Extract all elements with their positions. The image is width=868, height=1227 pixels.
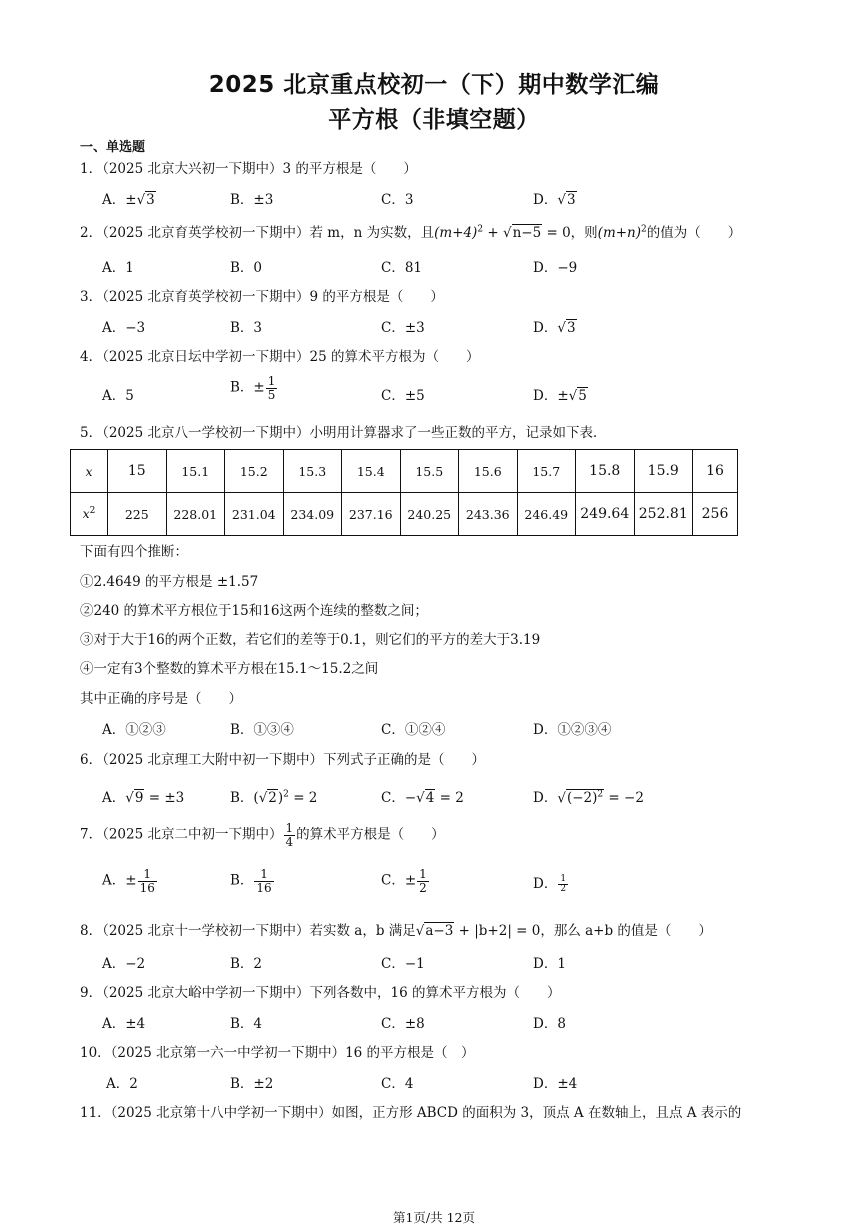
table-cell: 249.64 (576, 493, 635, 536)
q6-option-a: A．√9 = ±3 (102, 790, 185, 806)
table-cell: 15.2 (225, 450, 284, 493)
question-2: 2．（2025 北京育英学校初一下期中）若 m，n 为实数，且$(m+4)^2 + √n-5 = 0$，则$(m+n)^2$的值为（ ） (80, 224, 742, 241)
question-7: 7．（2025 北京二中初一下期中） $\frac{1}{4}$ 的算术平方根是（ ） (80, 821, 445, 849)
table-cell: 231.04 (225, 493, 284, 536)
table-cell: 16 (693, 450, 738, 493)
q4-option-c: C．±5 (381, 388, 425, 404)
page-title: 2025 北京重点校初一（下）期中数学汇编 (208, 72, 660, 98)
q3-option-c: C．±3 (381, 320, 425, 336)
q6-option-d: D．$√(-2)^2 = -2$ (533, 789, 644, 806)
q9-option-b: B．4 (230, 1016, 263, 1032)
table-header-x: x (71, 450, 108, 493)
q7-option-c: C．± $\frac{1}{2}$ (381, 867, 427, 895)
table-cell: 237.16 (342, 493, 401, 536)
table-cell: 15 (108, 450, 167, 493)
q8-option-d: D．1 (533, 956, 566, 972)
table-cell: 15.3 (283, 450, 342, 493)
q7-option-b: B． $\frac{1}{16}$ (230, 867, 272, 895)
question-6: 6．（2025 北京理工大附中初一下期中）下列式子正确的是（ ） (80, 752, 485, 768)
question-3: 3．（2025 北京育英学校初一下期中）9 的平方根是（ ） (80, 289, 444, 305)
table-cell: 15.1 (166, 450, 225, 493)
table-cell: 252.81 (634, 493, 693, 536)
q5-statement-2: ②240 的算术平方根位于15和16这两个连续的整数之间； (80, 603, 428, 619)
table-cell: 234.09 (283, 493, 342, 536)
squares-table (70, 449, 738, 536)
question-10: 10．（2025 北京第一六一中学初一下期中）16 的平方根是（ ） (80, 1045, 475, 1061)
q3-option-b: B．3 (230, 320, 263, 336)
question-9: 9．（2025 北京大峪中学初一下期中）下列各数中，16 的算术平方根为（ ） (80, 985, 561, 1001)
q3-option-a: A．−3 (102, 320, 146, 336)
question-5: 5．（2025 北京八一学校初一下期中）小明用计算器求了一些正数的平方，记录如下表． (80, 425, 607, 441)
q8-option-b: B．2 (230, 956, 263, 972)
q9-option-a: A．±4 (102, 1016, 146, 1032)
table-cell: 15.4 (342, 450, 401, 493)
q10-option-b: B．±2 (230, 1076, 274, 1092)
table-row-x (71, 450, 738, 493)
q5-intro: 下面有四个推断： (80, 544, 188, 560)
table-cell: 243.36 (459, 493, 518, 536)
q2-option-b: B．0 (230, 260, 263, 276)
table-cell: 15.8 (576, 450, 635, 493)
q10-option-d: D．±4 (533, 1076, 578, 1092)
q5-option-b: B．①③④ (230, 722, 294, 738)
table-cell: 256 (693, 493, 738, 536)
q3-option-d: D．√3 (533, 320, 576, 336)
q4-option-a: A．5 (102, 388, 134, 404)
q4-option-d: D．±√5 (533, 388, 587, 404)
q1-option-c: C．3 (381, 192, 414, 208)
q5-question: 其中正确的序号是（ ） (80, 691, 242, 707)
table-cell: 15.7 (517, 450, 576, 493)
question-11: 11．（2025 北京第十八中学初一下期中）如图，正方形 ABCD 的面积为 3，顶点 A 在数轴上，且点 A 表示的 (80, 1105, 742, 1121)
q2-option-d: D．−9 (533, 260, 578, 276)
q5-statement-3: ③对于大于16的两个正数，若它们的差等于0.1，则它们的平方的差大于3.19 (80, 632, 541, 648)
q2-option-c: C．81 (381, 260, 423, 276)
q5-statement-1: ①2.4649 的平方根是 ±1.57 (80, 574, 259, 590)
q8-option-c: C．−1 (381, 956, 425, 972)
q6-option-b: B．$(√2)^2 = 2$ (230, 789, 318, 806)
q5-option-d: D．①②③④ (533, 722, 612, 738)
table-cell: 225 (108, 493, 167, 536)
q2-option-a: A．1 (102, 260, 134, 276)
table-cell: 15.6 (459, 450, 518, 493)
table-cell: 15.5 (400, 450, 459, 493)
section-heading: 一、单选题 (80, 140, 146, 155)
question-4: 4．（2025 北京日坛中学初一下期中）25 的算术平方根为（ ） (80, 349, 480, 365)
question-8: 8．（2025 北京十一学校初一下期中）若实数 a，b 满足√a−3 + |b+2| = 0，那么 a+b 的值是（ ） (80, 923, 712, 939)
page-subtitle: 平方根（非填空题） (328, 107, 540, 133)
page-footer: 第1页/共 12页 (392, 1210, 476, 1225)
q8-option-a: A．−2 (102, 956, 146, 972)
q4-option-b: B．± $\frac{1}{5}$ (230, 374, 276, 402)
q6-option-c: C．−√4 = 2 (381, 790, 464, 806)
table-cell: 228.01 (166, 493, 225, 536)
q5-statement-4: ④一定有3个整数的算术平方根在15.1～15.2之间 (80, 661, 379, 677)
q10-option-c: C．4 (381, 1076, 414, 1092)
table-cell: 15.9 (634, 450, 693, 493)
table-cell: 246.49 (517, 493, 576, 536)
q7-option-d: D． $\frac{1}{2}$ (533, 873, 567, 894)
table-row-x2 (71, 493, 738, 536)
q7-option-a: A．± $\frac{1}{16}$ (102, 867, 155, 895)
question-1: 1．（2025 北京大兴初一下期中）3 的平方根是（ ） (80, 161, 417, 177)
table-cell: 240.25 (400, 493, 459, 536)
q9-option-c: C．±8 (381, 1016, 425, 1032)
q5-option-a: A．①②③ (102, 722, 166, 738)
table-header-x2: $x^2$ (71, 493, 108, 536)
q1-option-b: B．±3 (230, 192, 274, 208)
q1-option-a: A．±√3 (102, 192, 155, 208)
q10-option-a: A．2 (106, 1076, 138, 1092)
q9-option-d: D．8 (533, 1016, 566, 1032)
q1-option-d: D．√3 (533, 192, 576, 208)
q5-option-c: C．①②④ (381, 722, 446, 738)
